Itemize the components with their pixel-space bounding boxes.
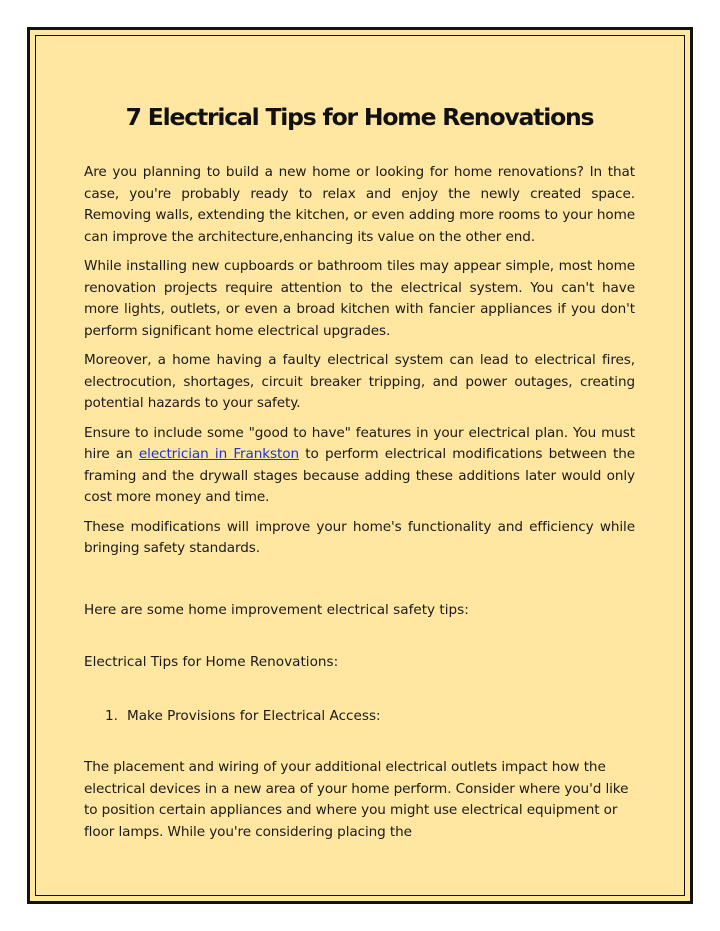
spacer: [84, 568, 635, 600]
paragraph-hire-electrician: [84, 423, 635, 509]
list-item-text: Make Provisions for Electrical Access:: [127, 707, 381, 724]
section-heading: Electrical Tips for Home Renovations:: [84, 654, 339, 670]
paragraph-hire-electrician-before: Ensure to include some "good to have" features in your electrical plan. You must hire an: [84, 424, 635, 462]
paragraph-faulty-system: Moreover, a home having a faulty electrical system can lead to electrical fires, electrocution, shortages, circuit breaker tripping, and power outages, creating potential hazards to your safety.: [84, 352, 635, 411]
paragraph-electrical-system: While installing new cupboards or bathroom tiles may appear simple, most home renovation projects require attention to the electrical system. You can't have more lights, outlets, or even a broad kitchen with fancier appliances if you don't perform significant home electrical upgrades.: [84, 258, 635, 339]
spacer: [84, 674, 635, 706]
list-item-number: 1.: [105, 707, 118, 724]
paragraph-hire-electrician-after: to perform electrical modifications between the framing and the drywall stages because adding these additions later would only cost more money and time.: [84, 446, 635, 505]
paragraph-intro: Are you planning to build a new home or looking for home renovations? In that case, you're probably ready to relax and enjoy the newly created space. Removing walls, extending the kitchen, or even adding more rooms to your home can improve the architecture,enhancing its value on the other end.: [84, 164, 635, 245]
safety-tips-intro: Here are some home improvement electrical safety tips:: [84, 601, 469, 618]
spacer: [84, 621, 635, 652]
paragraph-modifications: These modifications will improve your home's functionality and efficiency while bringing safety standards.: [84, 518, 635, 556]
document-title: 7 Electrical Tips for Home Renovations: [125, 103, 594, 131]
document-body: [84, 100, 635, 851]
electrician-frankston-link[interactable]: electrician in Frankston: [138, 446, 300, 462]
spacer: [84, 727, 635, 757]
list-item: [84, 706, 635, 728]
paragraph-electrical-access: The placement and wiring of your additional electrical outlets impact how the electrical devices in a new area of your home perform. Consider where you'd like to position certain appliances and where you might use electrical equipment or floor lamps. While you're considering placing the: [84, 759, 629, 840]
